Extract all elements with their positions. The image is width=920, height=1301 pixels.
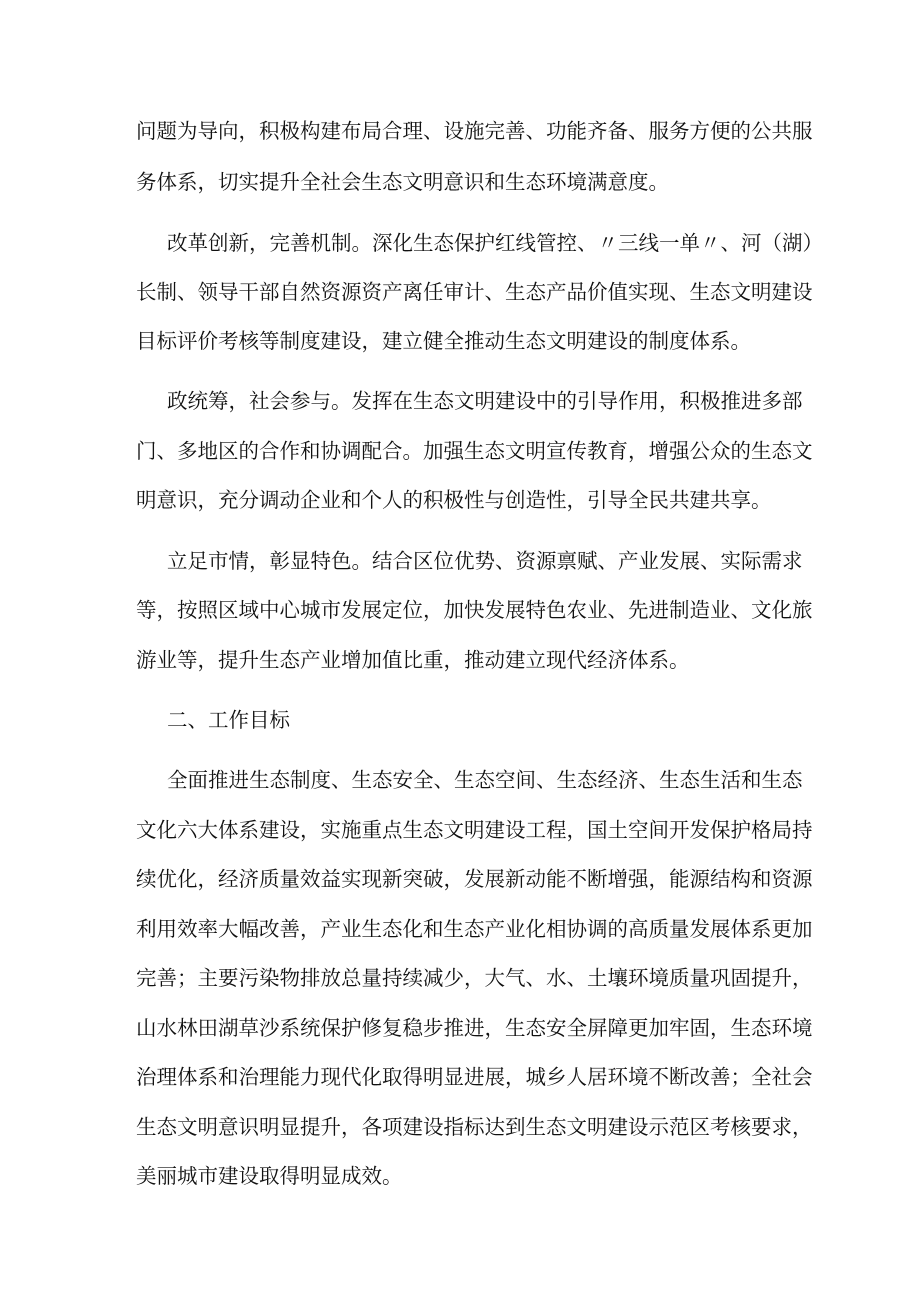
section-title: 二、工作目标 [167,708,290,732]
text-line: 文化六大体系建设，实施重点生态文明建设工程，国土空间开发保护格局持 [136,818,813,842]
text-line: 全面推进生态制度、生态安全、生态空间、生态经济、生态生活和生态 [167,768,803,792]
text-line: 续优化，经济质量效益实现新突破，发展新动能不断增强，能源结构和资源 [136,867,813,891]
text-line: 利用效率大幅改善，产业生态化和生态产业化相协调的高质量发展体系更加 [136,917,813,941]
text-line: 务体系，切实提升全社会生态文明意识和生态环境满意度。 [136,170,669,194]
text-line: 生态文明意识明显提升，各项建设指标达到生态文明建设示范区考核要求， [136,1115,813,1139]
text-line: 治理体系和治理能力现代化取得明显进展，城乡人居环境不断改善；全社会 [136,1065,813,1089]
text-line: 明意识，充分调动企业和个人的积极性与创造性，引导全民共建共享。 [136,488,772,512]
text-line: 游业等，提升生态产业增加值比重，推动建立现代经济体系。 [136,648,690,672]
text-line: 完善；主要污染物排放总量持续减少，大气、水、土壤环境质量巩固提升， [136,966,813,990]
text-line: 山水林田湖草沙系统保护修复稳步推进，生态安全屏障更加牢固，生态环境 [136,1016,813,1040]
text-line: 等，按照区域中心城市发展定位，加快发展特色农业、先进制造业、文化旅 [136,598,813,622]
text-line: 美丽城市建设取得明显成效。 [136,1164,403,1188]
text-line: 目标评价考核等制度建设，建立健全推动生态文明建设的制度体系。 [136,329,751,353]
text-line: 立足市情，彰显特色。结合区位优势、资源禀赋、产业发展、实际需求 [167,549,803,573]
text-line: 政统筹，社会参与。发挥在生态文明建设中的引导作用，积极推进多部 [167,389,803,413]
text-line: 问题为导向，积极构建布局合理、设施完善、功能齐备、服务方便的公共服 [136,119,813,143]
text-line: 门、多地区的合作和协调配合。加强生态文明宣传教育，增强公众的生态文 [136,439,813,463]
text-line: 长制、领导干部自然资源资产离任审计、生态产品价值实现、生态文明建设 [136,280,813,304]
text-line: 改革创新，完善机制。深化生态保护红线管控、〃三线一单〃、河（湖） [167,231,823,255]
